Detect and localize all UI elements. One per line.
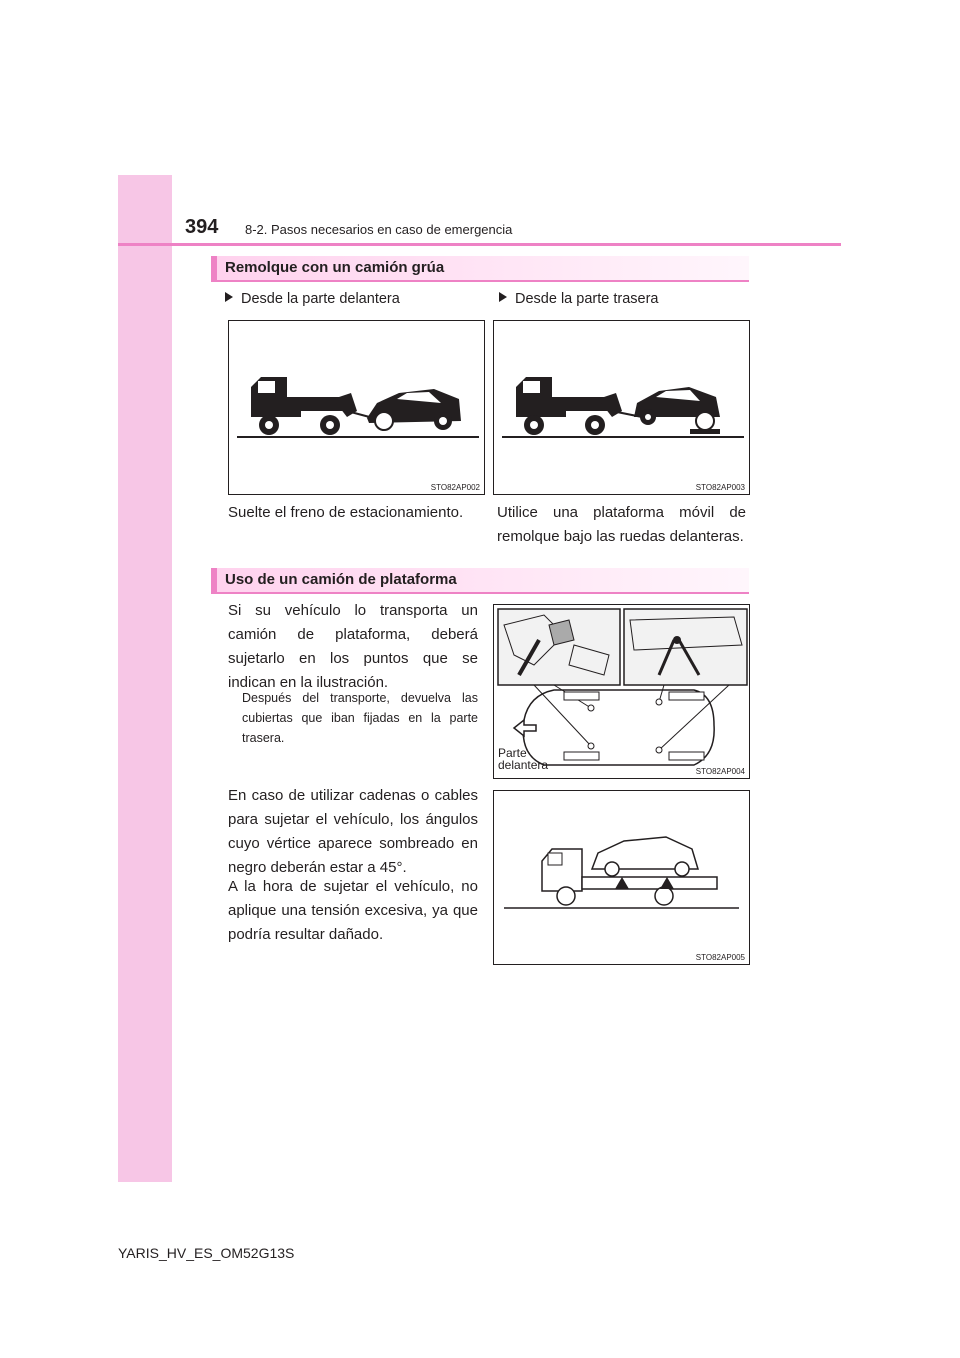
figure-code: STO82AP002 <box>430 483 480 492</box>
section-title: 8-2. Pasos necesarios en caso de emergencia <box>245 222 513 237</box>
heading-tow-truck: Remolque con un camión grúa <box>211 256 749 282</box>
arrow-icon <box>225 292 233 302</box>
page-number: 394 <box>185 216 219 238</box>
figure-tow-front <box>228 320 485 495</box>
tow-truck-rear-illustration <box>494 321 750 495</box>
flatbed-note: Después del transporte, devuelva las cubiertas que iban fijadas en la parte trasera. <box>242 691 478 745</box>
arrow-icon <box>499 292 507 302</box>
tow-truck-front-illustration <box>229 321 485 495</box>
figure-code: STO82AP004 <box>695 767 745 776</box>
figure-tie-down-points <box>493 604 750 779</box>
heading-flatbed: Uso de un camión de plataforma <box>211 568 749 594</box>
figure-flatbed-truck <box>493 790 750 965</box>
side-tab <box>118 175 172 1182</box>
header-rule <box>118 243 841 246</box>
figure-code: STO82AP003 <box>695 483 745 492</box>
document-code: YARIS_HV_ES_OM52G13S <box>118 1245 295 1261</box>
caption-rear: Utilice una plataforma móvil de remolque bajo las ruedas delanteras. <box>497 504 746 545</box>
label-rear-text: Desde la parte trasera <box>515 291 659 307</box>
label-front-text: Desde la parte delantera <box>241 291 400 307</box>
front-direction-label: Parte delantera <box>498 746 549 772</box>
flatbed-intro: Si su vehículo lo transporta un camión de plataforma, deberá sujetarlo en los puntos que se indican en la ilustración. <box>228 602 478 691</box>
figure-tow-rear <box>493 320 750 495</box>
flatbed-tension: A la hora de sujetar el vehículo, no aplique una tensión excesiva, ya que podría resultar dañado. <box>228 878 478 943</box>
flatbed-chains: En caso de utilizar cadenas o cables para sujetar el vehículo, los ángulos cuyo vértice aparece sombreado en negro deberán estar a 45°. <box>228 787 478 876</box>
figure-code: STO82AP005 <box>695 953 745 962</box>
flatbed-truck-illustration <box>494 791 750 965</box>
label-rear <box>499 291 658 307</box>
label-front <box>225 291 400 307</box>
caption-front: Suelte el freno de estacionamiento. <box>228 504 464 521</box>
